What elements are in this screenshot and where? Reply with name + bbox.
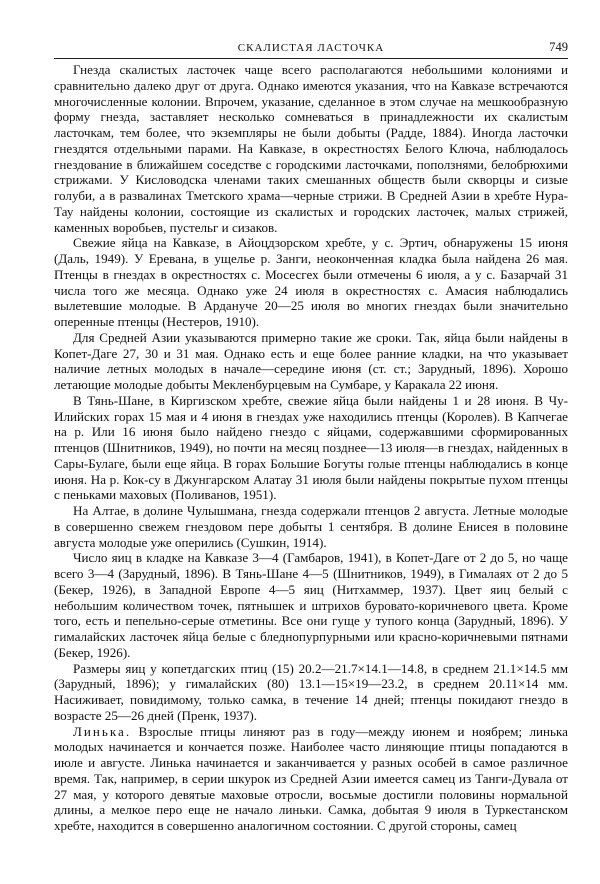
paragraph-central-asia: Для Средней Азии указываются примерно такие же сроки. Так, яйца были найдены в Копет-Даге 27, 30 и 31 мая. Однако есть и еще более ранние кладки, на что указывает наличие летных молодых в начале—середине июня (ст. ст.; Зарудный, 1896). Хорошо летающие молодые добыты Мекленбурцевым на Сумбаре, у Каракала 22 июня. — [54, 329, 568, 392]
paragraph-tien-shan: В Тянь-Шане, в Киргизском хребте, свежие яйца были найдены 1 и 28 июня. В Чу-Илийских горах 15 мая и 4 июня в гнездах уже находились птенцы (Королев). В Капчегае на р. Или 16 июня было найдено гнездо с яйцами, содержавшими сформированных птенцов (Шнитников, 1949), но почти на месяц позднее—13 июля—в гнездах, найденных в Сары-Булаге, были еще яйца. В горах Большие Богуты голые птенцы наблюдались в конце июня. На р. Кок-су в Джунгарском Алатау 31 июля были найдены покрытые пухом птенцы с пеньками маховых (Поливанов, 1951). — [54, 392, 568, 503]
molt-heading: Линька. — [73, 723, 132, 739]
molt-text: Взрослые птицы линяют раз в году—между июнем и ноябрем; линька молодых начинается и кончается позже. Наиболее часто линяющие птицы попадаются в июле и августе. Линька начинается и заканчивается у разных особей в самое различное время. Так, например, в серии шкурок из Средней Азии имеется самец из Танги-Дувала от 27 мая, у которого девятые маховые отросли, восьмые достигли половины нормальной длины, а мелкое перо еще не начало линьки. Самка, добытая 9 июля в Туркестанском хребте, находится в совершенно аналогичном состоянии. С другой стороны, самец — [54, 723, 568, 833]
page-number: 749 — [549, 40, 568, 54]
running-title: СКАЛИСТАЯ ЛАСТОЧКА — [237, 42, 385, 54]
paragraph-altai: На Алтае, в долине Чулышмана, гнезда содержали птенцов 2 августа. Летные молодые в совершенно свежем гнездовом пере добыты 1 сентября. В долине Енисея в половине августа молодые уже оперились (Сушкин, 1914). — [54, 503, 568, 550]
paragraph-clutch-size: Число яиц в кладке на Кавказе 3—4 (Гамбаров, 1941), в Копет-Даге от 2 до 5, но чаще всего 3—4 (Зарудный, 1896). В Тянь-Шане 4—5 (Шнитников, 1949), в Гималаях от 2 до 5 (Бекер, 1926), в Западной Европе 4—5 яиц (Нитхаммер, 1937). Цвет яиц белый с небольшим количеством точек, пятнышек и штрихов буровато-коричневого цвета. Кроме того, есть и пепельно-серые отметины. Все они гуще у тупого конца (Зарудный, 1896). У гималайских ласточек яйца белые с бледнопурпурными или красно-коричневыми пятнами (Бекер, 1926). — [54, 550, 568, 660]
paragraph-molt — [54, 724, 568, 834]
running-header — [54, 38, 568, 60]
text-body — [54, 62, 568, 834]
paragraph-colonies: Гнезда скалистых ласточек чаще всего располагаются небольшими колониями и сравнительно далеко друг от друга. Однако имеются указания, что на Кавказе встречаются многочисленные колонии. Впрочем, указание, сделанное в этом случае на мешкообразную форму гнезда, заставляет несколько сомневаться в принадлежности их скалистым ласточкам, тем более, что экземпляры не были добыты (Радде, 1884). Иногда ласточки гнездятся отдельными парами. На Кавказе, в окрестностях Белого Ключа, наблюдалось гнездование в ближайшем соседстве с городскими ласточками, поползнями, белобрюхими стрижами. У Кисловодска членами таких смешанных обществ были скворцы и сизые голуби, а в развалинах Тметского храма—черные стрижи. В Средней Азии в хребте Нура-Тау найдены колонии, состоящие из скалистых и городских ласточек, малых стрижей, каменных воробьев, пустельг и сизаков. — [54, 62, 568, 235]
header-rule — [54, 58, 568, 59]
paragraph-egg-sizes: Размеры яиц у копетдагских птиц (15) 20.2—21.7×14.1—14.8, в среднем 21.1×14.5 мм (Зарудный, 1896); у гималайских (80) 13.1—15×19—23.2, в среднем 20.11×14 мм. Насиживает, повидимому, только самка, в течение 14 дней; птенцы покидают гнездо в возрасте 25—26 дней (Пренк, 1937). — [54, 660, 568, 723]
paragraph-caucasus-eggs: Свежие яйца на Кавказе, в Айоцдзорском хребте, у с. Эртич, обнаружены 15 июня (Даль, 1949). У Еревана, в ущелье р. Занги, неоконченная кладка была найдена 26 мая. Птенцы в гнездах в окрестностях с. Мосесгех были отмечены 6 июля, а у с. Базарчай 31 числа того же месяца. Однако уже 24 июля в окрестностях с. Амасия наблюдались вылетевшие молодые. В Ардануче 20—25 июля во многих гнездах были значительно оперенные птенцы (Нестеров, 1910). — [54, 235, 568, 329]
